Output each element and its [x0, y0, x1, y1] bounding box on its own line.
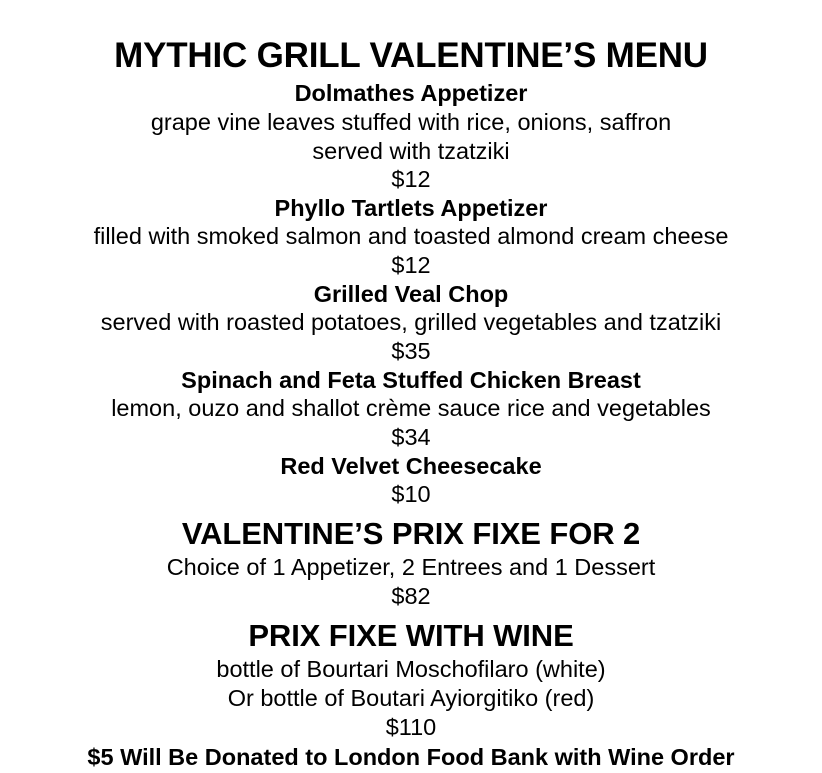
menu-item-name: Spinach and Feta Stuffed Chicken Breast — [181, 366, 641, 393]
menu-item-price: $12 — [391, 252, 431, 279]
menu-item — [16, 194, 806, 280]
prix-fixe-description: Choice of 1 Appetizer, 2 Entrees and 1 Dessert — [166, 554, 656, 581]
menu-item-description-line1: served with roasted potatoes, grilled vegetables and tzatziki — [100, 309, 722, 336]
menu-item — [16, 79, 806, 194]
menu-item-price: $10 — [391, 481, 431, 508]
menu-item-name: Dolmathes Appetizer — [294, 80, 528, 107]
menu-item-name: Phyllo Tartlets Appetizer — [274, 194, 548, 221]
prix-fixe-wine-description-line1: bottle of Bourtari Moschofilaro (white) — [216, 656, 606, 683]
page-title: MYTHIC GRILL VALENTINE’S MENU — [114, 36, 708, 75]
prix-fixe-wine-section — [16, 617, 806, 741]
prix-fixe-wine-price: $110 — [385, 713, 437, 740]
menu-item-price: $12 — [391, 166, 431, 193]
prix-fixe-section — [16, 515, 806, 611]
prix-fixe-price: $82 — [391, 583, 431, 610]
menu-item — [16, 366, 806, 452]
menu-item-name: Grilled Veal Chop — [313, 280, 509, 307]
menu-item — [16, 280, 806, 366]
menu-item-name: Red Velvet Cheesecake — [280, 452, 542, 479]
prix-fixe-wine-heading: PRIX FIXE WITH WINE — [248, 617, 574, 653]
prix-fixe-heading: VALENTINE’S PRIX FIXE FOR 2 — [181, 516, 641, 552]
menu-item-description-line2: served with tzatziki — [312, 137, 510, 164]
menu-item-description-line1: filled with smoked salmon and toasted almond cream cheese — [93, 223, 729, 250]
menu-item — [16, 452, 806, 509]
menu-item-description-line1: grape vine leaves stuffed with rice, onions, saffron — [150, 108, 672, 135]
donation-note: $5 Will Be Donated to London Food Bank with Wine Order — [87, 744, 735, 771]
menu-item-price: $35 — [391, 338, 431, 365]
menu-item-description-line1: lemon, ouzo and shallot crème sauce rice and vegetables — [111, 395, 711, 422]
prix-fixe-wine-description-line2: Or bottle of Boutari Ayiorgitiko (red) — [227, 684, 595, 711]
menu-item-price: $34 — [391, 424, 431, 451]
